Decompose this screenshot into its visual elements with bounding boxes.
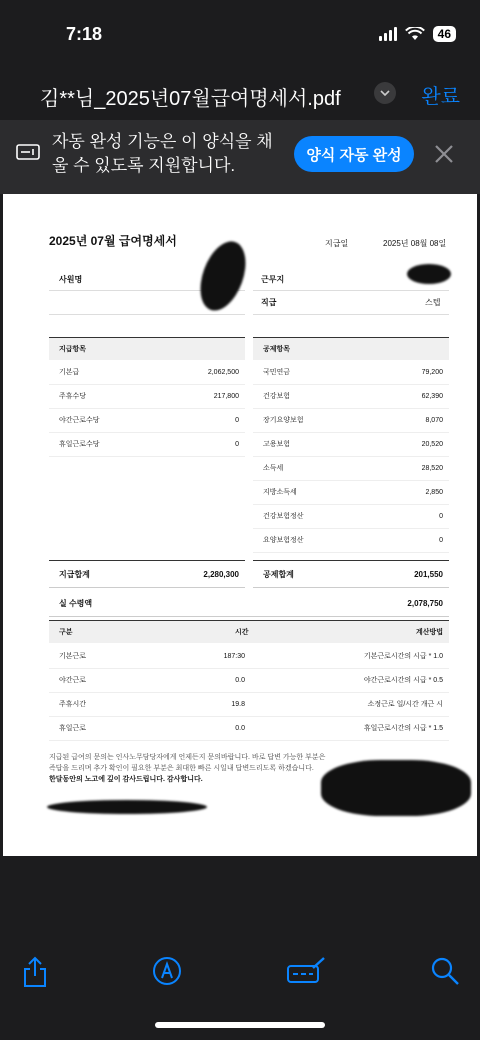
deduction-item-row [253,456,449,481]
deduction-item-row-label: 장기요양보험 [263,417,304,424]
search-icon[interactable] [430,956,460,986]
calc-type: 야간근로 [59,677,87,684]
calc-method: 소정근로 일/시간 개근 시 [367,701,443,708]
net-pay-label: 실 수령액 [59,598,93,608]
deduction-item-row-value: 0 [439,512,443,520]
employee-name-label: 사원명 [59,275,83,284]
deduction-item-row [253,504,449,529]
calc-method: 기본근로시간의 시급 * 1.0 [363,653,443,660]
deduction-item-row [253,432,449,457]
position-value: 스텝 [425,298,441,307]
pay-item-row-value: 0 [235,440,239,448]
deduction-items-header: 공제항목 [253,337,449,360]
autofill-message: 자동 완성 기능은 이 양식을 채울 수 있도록 지원합니다. [52,132,273,175]
calc-hours: 0.0 [235,676,245,684]
deduction-item-row-value: 79,200 [421,368,443,376]
deduction-item-row-label: 국민연금 [263,369,291,376]
calc-table-row [49,644,449,669]
pdf-page [3,194,477,856]
pay-item-row-label: 야간근로수당 [59,417,100,424]
deduction-item-row-label: 소득세 [263,465,284,472]
deduction-item-row-label: 요양보험정산 [263,537,304,544]
calc-hours: 0.0 [235,724,245,732]
deduction-item-row-value: 20,520 [421,440,443,448]
done-button[interactable]: 완료 [421,86,460,108]
redaction-mark [47,800,207,814]
deduction-total-row [253,560,449,588]
pay-item-row [49,408,245,433]
calc-hours: 187:30 [223,652,245,660]
pay-item-row [49,384,245,409]
deduction-item-row [253,528,449,553]
calc-table-row [49,668,449,693]
calc-type: 휴일근로 [59,725,87,732]
deduction-item-row [253,360,449,385]
calc-type: 기본근로 [59,653,87,660]
form-fill-icon [16,142,42,162]
pay-item-row-value: 2,062,500 [207,368,239,376]
workplace-label: 근무지 [261,275,285,284]
redaction-mark [321,760,471,816]
status-bar [0,0,480,70]
cellular-signal-icon [379,27,397,41]
autofill-button[interactable]: 양식 자동 완성 [294,136,414,172]
calc-table-header: 구분 시간 계산방법 [49,620,449,643]
deduction-total-label: 공제합계 [263,569,294,579]
close-icon[interactable] [432,142,456,166]
pay-item-row-value: 217,800 [213,392,239,400]
battery-level: 46 [433,26,456,42]
deduction-item-row [253,408,449,433]
pay-item-row-label: 주휴수당 [59,393,87,400]
redaction-mark [192,235,254,316]
pay-total-label: 지급합계 [59,569,90,579]
pay-date-label: 지급일 [325,239,349,248]
status-time: 7:18 [66,24,103,44]
status-icons [379,26,456,42]
payslip-title: 2025년 07월 급여명세서 [49,234,177,248]
markup-icon[interactable] [152,956,182,986]
pay-item-row [49,432,245,457]
deduction-total-value: 201,550 [414,569,443,579]
calc-method: 야간근로시간의 시급 * 0.5 [363,677,443,684]
wifi-icon [405,27,425,41]
chevron-down-icon[interactable] [374,82,396,104]
deduction-item-row-value: 2,850 [425,488,443,496]
pay-item-row-value: 0 [235,416,239,424]
deduction-item-row-value: 8,070 [425,416,443,424]
deduction-item-row [253,480,449,505]
pay-total-row [49,560,245,588]
deduction-item-row [253,384,449,409]
deduction-item-row-label: 고용보험 [263,441,291,448]
pay-items-header: 지급항목 [49,337,245,360]
share-icon[interactable] [22,956,48,988]
position-label: 직급 [261,298,277,307]
pay-date: 2025년 08월 08일 [383,239,447,248]
calc-type: 주휴시간 [59,701,87,708]
payslip-footer: 지급된 급여의 문의는 인사노무담당자에게 언제든지 문의바랍니다. 바로 답변 가능한 부분은 즉답을 드리며 추가 확인이 필요한 부분은 최대한 빠른 시일내 답변드리도록 하겠습니다. 한달동안의 노고에 깊이 감사드립니다. 감사합니다. [49,754,326,783]
sign-icon[interactable] [286,956,326,986]
net-pay-row [49,590,449,617]
pay-item-row-label: 휴일근로수당 [59,441,100,448]
document-title-bar [0,70,480,116]
calc-method: 휴일근로시간의 시급 * 1.5 [363,725,443,732]
deduction-item-row-label: 지방소득세 [263,489,297,496]
redaction-mark [407,264,451,284]
home-indicator [155,1022,325,1028]
pay-item-row-label: 기본급 [59,369,80,376]
autofill-banner [0,120,480,194]
deduction-item-row-label: 건강보험정산 [263,513,304,520]
calc-table-row [49,692,449,717]
net-pay-value: 2,078,750 [407,598,443,608]
deduction-item-row-label: 건강보험 [263,393,291,400]
deduction-item-row-value: 28,520 [421,464,443,472]
calc-hours: 19.8 [231,700,245,708]
pay-item-row [49,360,245,385]
bottom-toolbar [0,940,480,1000]
calc-table-row [49,716,449,741]
deduction-item-row-value: 62,390 [421,392,443,400]
deduction-item-row-value: 0 [439,536,443,544]
file-name[interactable]: 김**님_2025년07월급여명세서.pdf [40,88,341,110]
pay-total-value: 2,280,300 [203,569,239,579]
